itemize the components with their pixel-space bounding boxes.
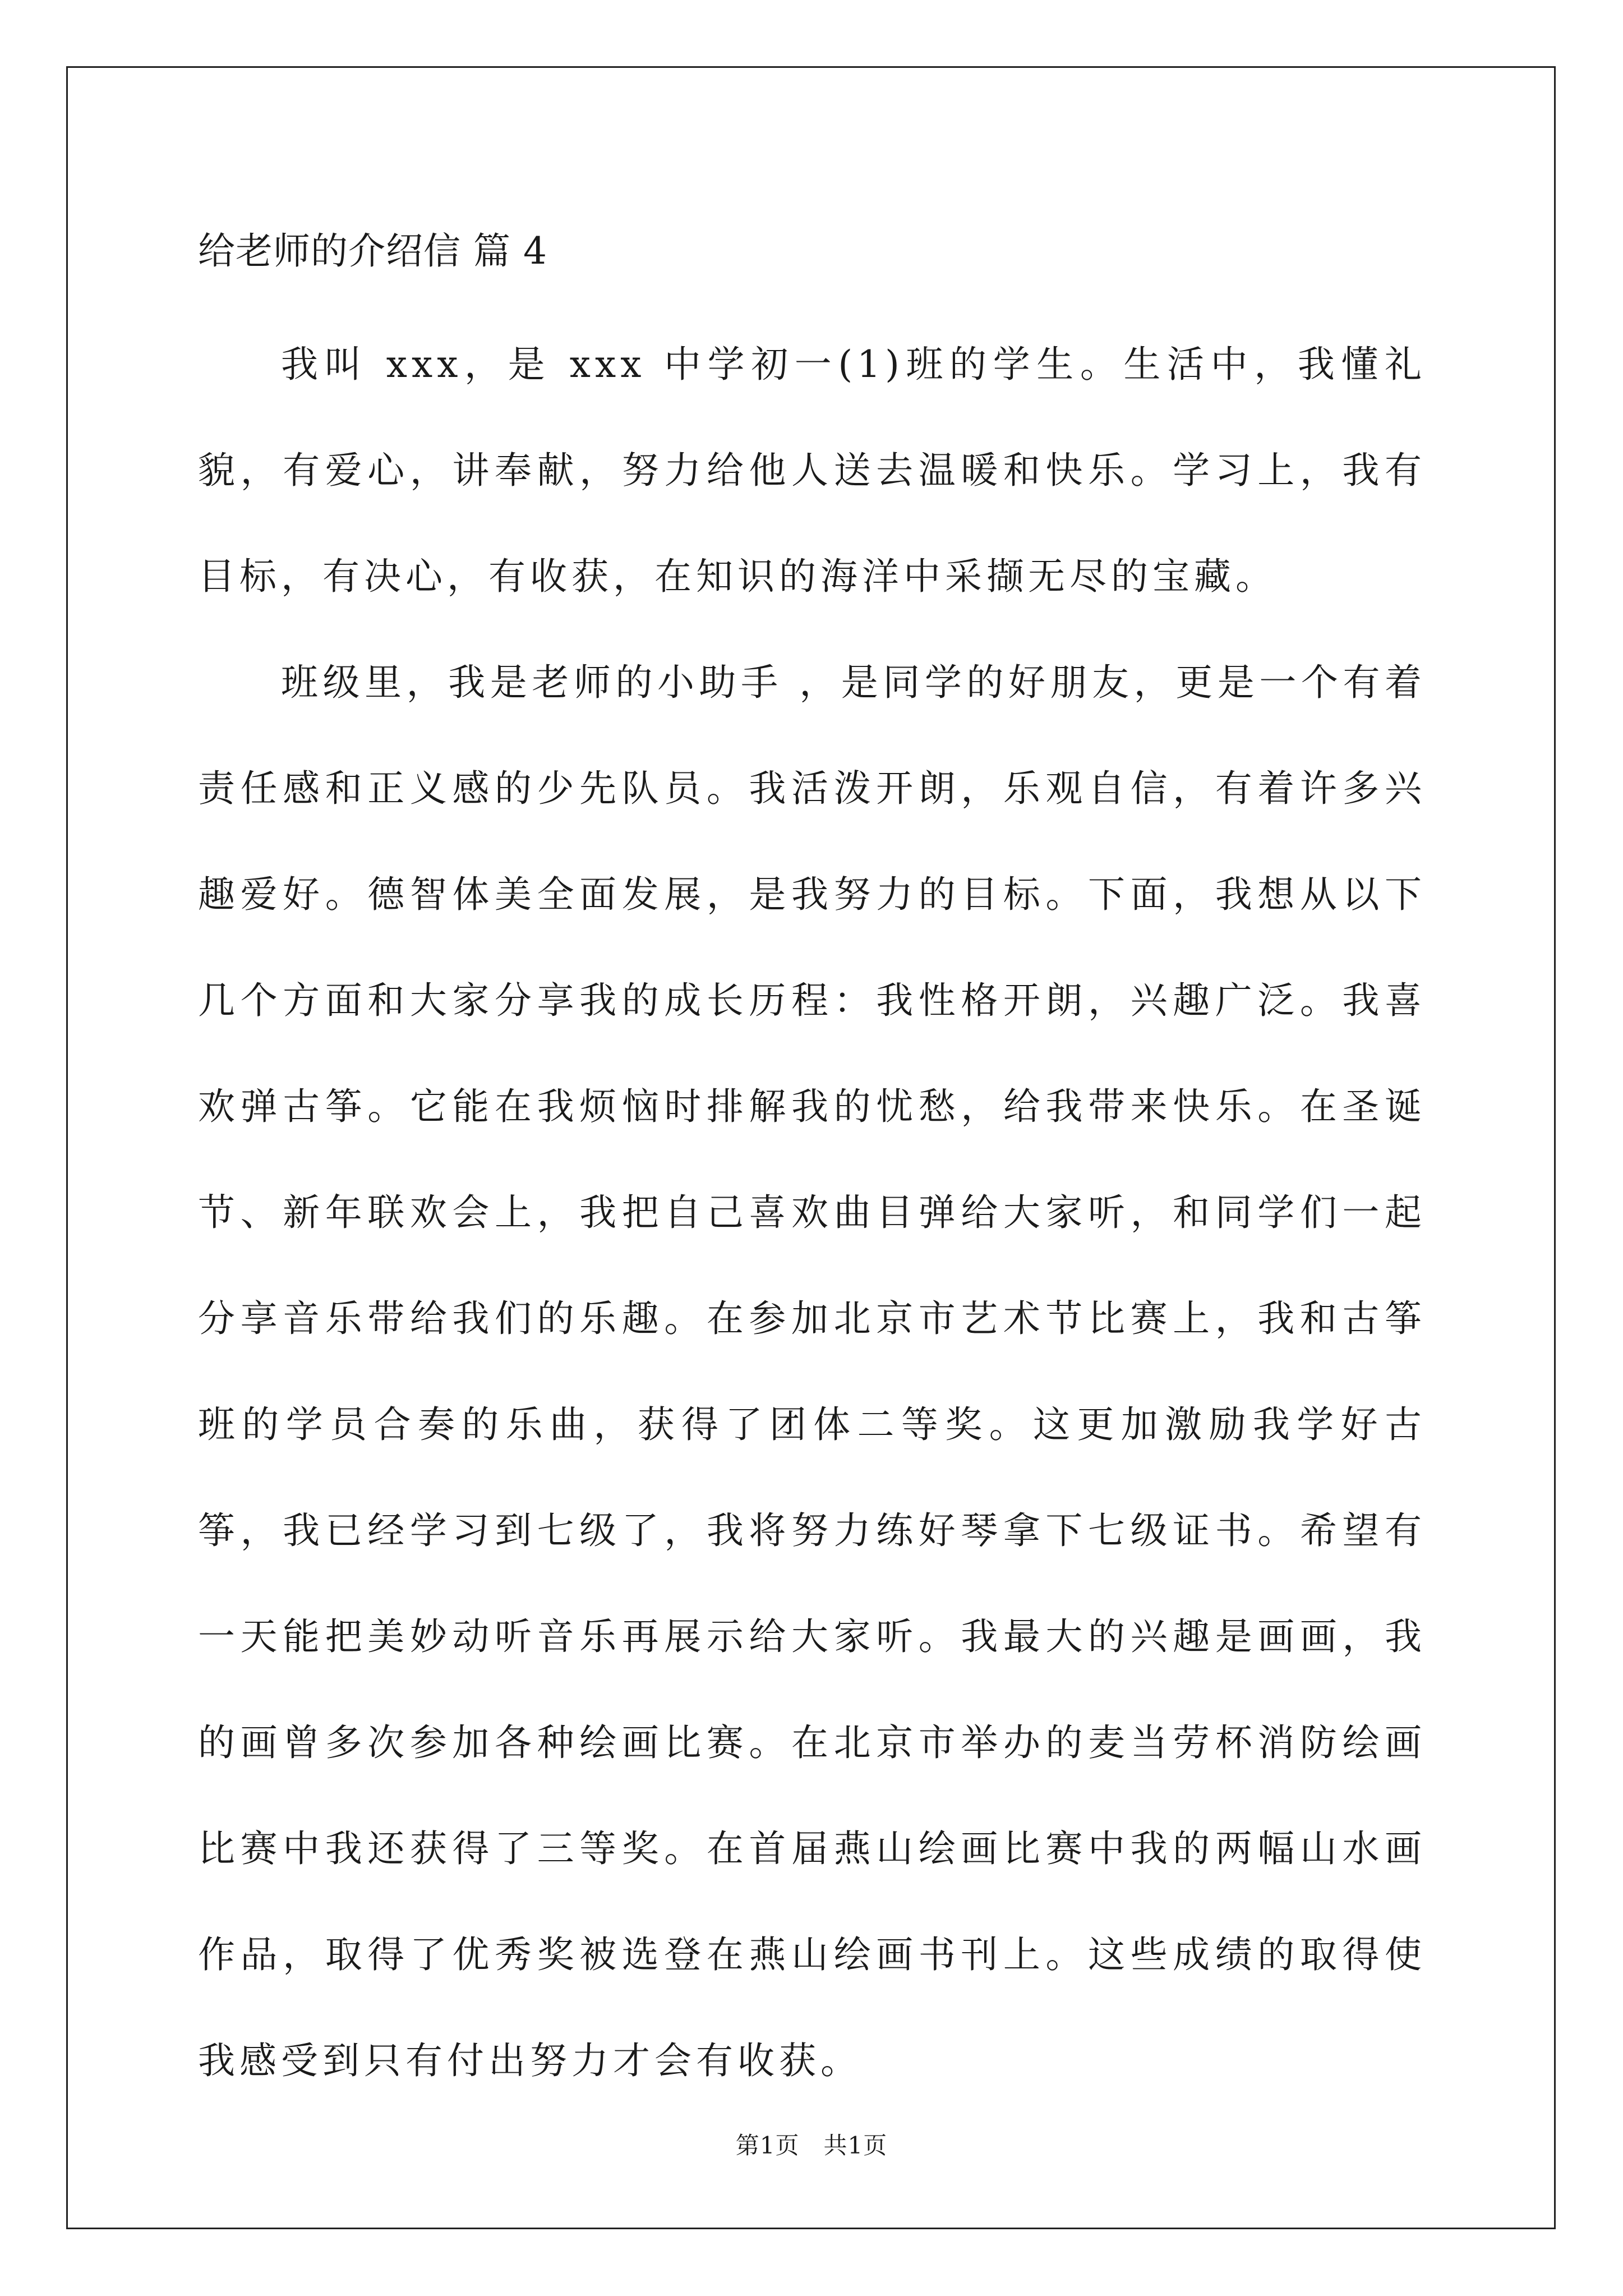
document-body bbox=[198, 218, 1426, 2114]
page-number-footer: 第1页 共1页 bbox=[735, 2132, 888, 2159]
document-title: 给老师的介绍信 篇 4 bbox=[198, 229, 547, 273]
paragraph-hobbies: 班级里，我是老师的小助手 ，是同学的好朋友，更是一个有着责任感和正义感的少先队员。我活泼开朗，乐观自信，有着许多兴趣爱好。德智体美全面发展，是我努力的目标。下面，我想从以下几个方面和大家分享我的成长历程：我性格开朗，兴趣广泛。我喜欢弹古筝。它能在我烦恼时排解我的忧愁，给我带来快乐。在圣诞节、新年联欢会上，我把自己喜欢曲目弹给大家听，和同学们一起分享音乐带给我们的乐趣。在参加北京市艺术节比赛上，我和古筝班的学员合奏的乐曲，获得了团体二等奖。这更加激励我学好古筝，我已经学习到七级了，我将努力练好琴拿下七级证书。希望有一天能把美妙动听音乐再展示给大家听。我最大的兴趣是画画，我的画曾多次参加各种绘画比赛。在北京市举办的麦当劳杯消防绘画比赛中我还获得了三等奖。在首届燕山绘画比赛中我的两幅山水画作品，取得了优秀奖被选登在燕山绘画书刊上。这些成绩的取得使我感受到只有付出努力才会有收获。 bbox=[198, 661, 1426, 2082]
paragraph-intro: 我叫 xxx，是 xxx 中学初一(1)班的学生。生活中，我懂礼貌，有爱心，讲奉献，努力给他人送去温暖和快乐。学习上，我有目标，有决心，有收获，在知识的海洋中采撷无尽的宝藏。 bbox=[198, 343, 1426, 598]
